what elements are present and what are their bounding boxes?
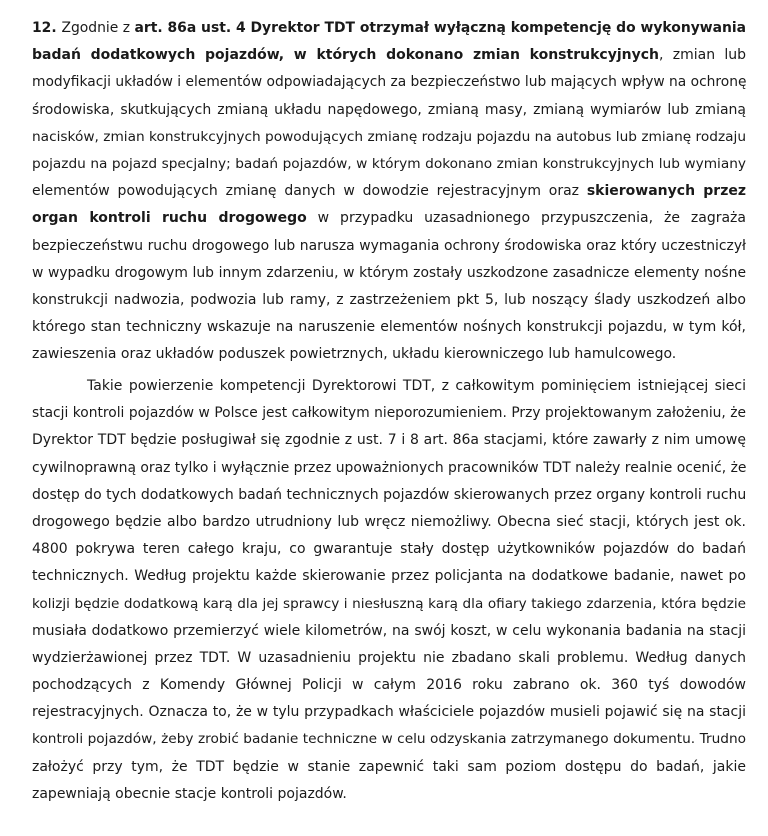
text-segment: dostęp do tych dodatkowych badań technicznych pojazdów skierowanych przez organy kontroli ruchu	[32, 486, 747, 503]
text-line	[32, 645, 746, 672]
text-line	[32, 781, 746, 808]
text-line	[32, 618, 746, 645]
text-line	[32, 124, 746, 151]
text-line	[32, 205, 746, 232]
text-line	[32, 97, 746, 124]
text-line	[32, 69, 746, 96]
text-segment: kolizji będzie dodatkową karą dla jej sprawcy i niesłuszną karą dla ofiary takiego zdarzenia, która będzie	[32, 595, 746, 612]
text-segment: elementów powodujących zmianę danych w dowodzie rejestracyjnym oraz	[32, 183, 587, 200]
text-segment: nacisków, zmian konstrukcyjnych powodujących zmianę rodzaju pojazdu na autobus lub zmianę rodzaju	[32, 128, 746, 145]
text-segment: Dyrektor TDT będzie posługiwał się zgodnie z ust. 7 i 8 art. 86a stacjami, które zawarły z nim umowę	[32, 432, 746, 449]
text-line	[32, 260, 746, 287]
text-line	[32, 754, 746, 781]
text-line	[32, 233, 746, 260]
text-line	[32, 178, 746, 205]
text-line	[32, 482, 746, 509]
text-line	[32, 15, 746, 42]
text-segment: drogowego będzie albo bardzo utrudniony lub wręcz niemożliwy. Obecna sieć stacji, których jest ok.	[32, 513, 746, 530]
text-segment: technicznych. Według projektu każde skierowanie przez policjanta na dodatkowe badanie, nawet po	[32, 568, 746, 585]
paragraph-commentary	[32, 373, 746, 808]
text-line	[32, 287, 746, 314]
text-segment: pochodzących z Komendy Głównej Policji w całym 2016 roku zabrano ok. 360 tyś dowodów	[32, 677, 746, 694]
text-line	[32, 151, 746, 178]
text-segment: założyć przy tym, że TDT będzie w stanie zapewnić taki sam poziom dostępu do badań, jakie	[32, 758, 746, 775]
text-segment: konstrukcji nadwozia, podwozia lub ramy, z zastrzeżeniem pkt 5, lub noszący ślady uszkodzeń albo	[32, 291, 746, 308]
text-segment: w wypadku drogowym lub innym zdarzeniu, w którym zostały uszkodzone zasadnicze elementy nośne	[32, 264, 746, 281]
text-segment: zapewniają obecnie stacje kontroli pojazdów.	[32, 785, 347, 802]
text-line	[32, 726, 746, 753]
text-line	[32, 699, 746, 726]
text-segment: bezpieczeństwu ruchu drogowego lub narusza wymagania ochrony środowiska oraz który uczestniczył	[32, 237, 746, 254]
text-segment: , zmian lub	[658, 47, 747, 64]
text-segment: Takie powierzenie kompetencji Dyrektorowi TDT, z całkowitym pominięciem istniejącej sieci	[87, 378, 746, 394]
text-segment: modyfikacji układów i elementów odpowiadających za bezpieczeństwo lub mających wpływ na ochronę	[32, 74, 747, 91]
text-segment: musiała dodatkowo przemierzyć wiele kilometrów, na swój koszt, w celu wykonania badania na stacji	[32, 622, 746, 639]
text-segment: stacji kontroli pojazdów w Polsce jest całkowitym nieporozumieniem. Przy projektowanym założeniu, że	[32, 405, 746, 422]
text-line	[32, 373, 746, 400]
text-line	[32, 563, 746, 590]
text-segment: 4800 pokrywa teren całego kraju, co gwarantuje stały dostęp użytkowników pojazdów do badań	[32, 541, 746, 558]
text-segment: którego stan techniczny wskazuje na naruszenie elementów nośnych konstrukcji pojazdu, w tym kół,	[32, 319, 746, 336]
text-segment: cywilnoprawną oraz tylko i wyłącznie przez upoważnionych pracowników TDT należy realnie ocenić, że	[32, 459, 747, 476]
text-segment: zawieszenia oraz układów poduszek powietrznych, układu kierowniczego lub hamulcowego.	[32, 346, 677, 363]
text-line	[32, 42, 746, 69]
text-line	[32, 341, 746, 368]
text-segment: kontroli pojazdów, żeby zrobić badanie techniczne w celu odzyskania zatrzymanego dokumentu. Trudno	[32, 731, 746, 748]
text-line	[32, 314, 746, 341]
bold-text-segment: skierowanych przez	[586, 183, 746, 200]
text-line	[32, 400, 746, 427]
text-segment: rejestracyjnych. Oznacza to, że w tylu przypadkach właściciele pojazdów musieli pojawić się na stacji	[32, 704, 746, 721]
bold-text-segment: badań dodatkowych pojazdów, w których dokonano zmian konstrukcyjnych	[32, 47, 659, 64]
bold-text-segment: organ kontroli ruchu drogowego	[32, 210, 307, 227]
text-segment: wydzierżawionej przez TDT. W uzasadnieniu projektu nie zbadano skali problemu. Według danych	[32, 649, 746, 666]
text-line	[32, 536, 746, 563]
text-line	[32, 509, 746, 536]
text-line	[32, 672, 746, 699]
text-line	[32, 455, 746, 482]
text-segment: w przypadku uzasadnionego przypuszczenia, że zagraża	[306, 210, 746, 227]
text-segment: pojazdu na pojazd specjalny; badań pojazdów, w którym dokonano zmian konstrukcyjnych lub wymiany	[32, 155, 746, 172]
bold-text-segment: art. 86a ust. 4 Dyrektor TDT otrzymał wyłączną kompetencję do wykonywania	[134, 20, 746, 36]
paragraph-article-86a	[32, 15, 746, 368]
bold-text-segment: 12.	[32, 20, 62, 36]
text-line	[32, 591, 746, 618]
text-segment: Zgodnie z	[61, 20, 135, 36]
text-line	[32, 427, 746, 454]
text-segment: środowiska, skutkujących zmianą układu napędowego, zmianą masy, zmianą wymiarów lub zmianą	[32, 101, 746, 118]
